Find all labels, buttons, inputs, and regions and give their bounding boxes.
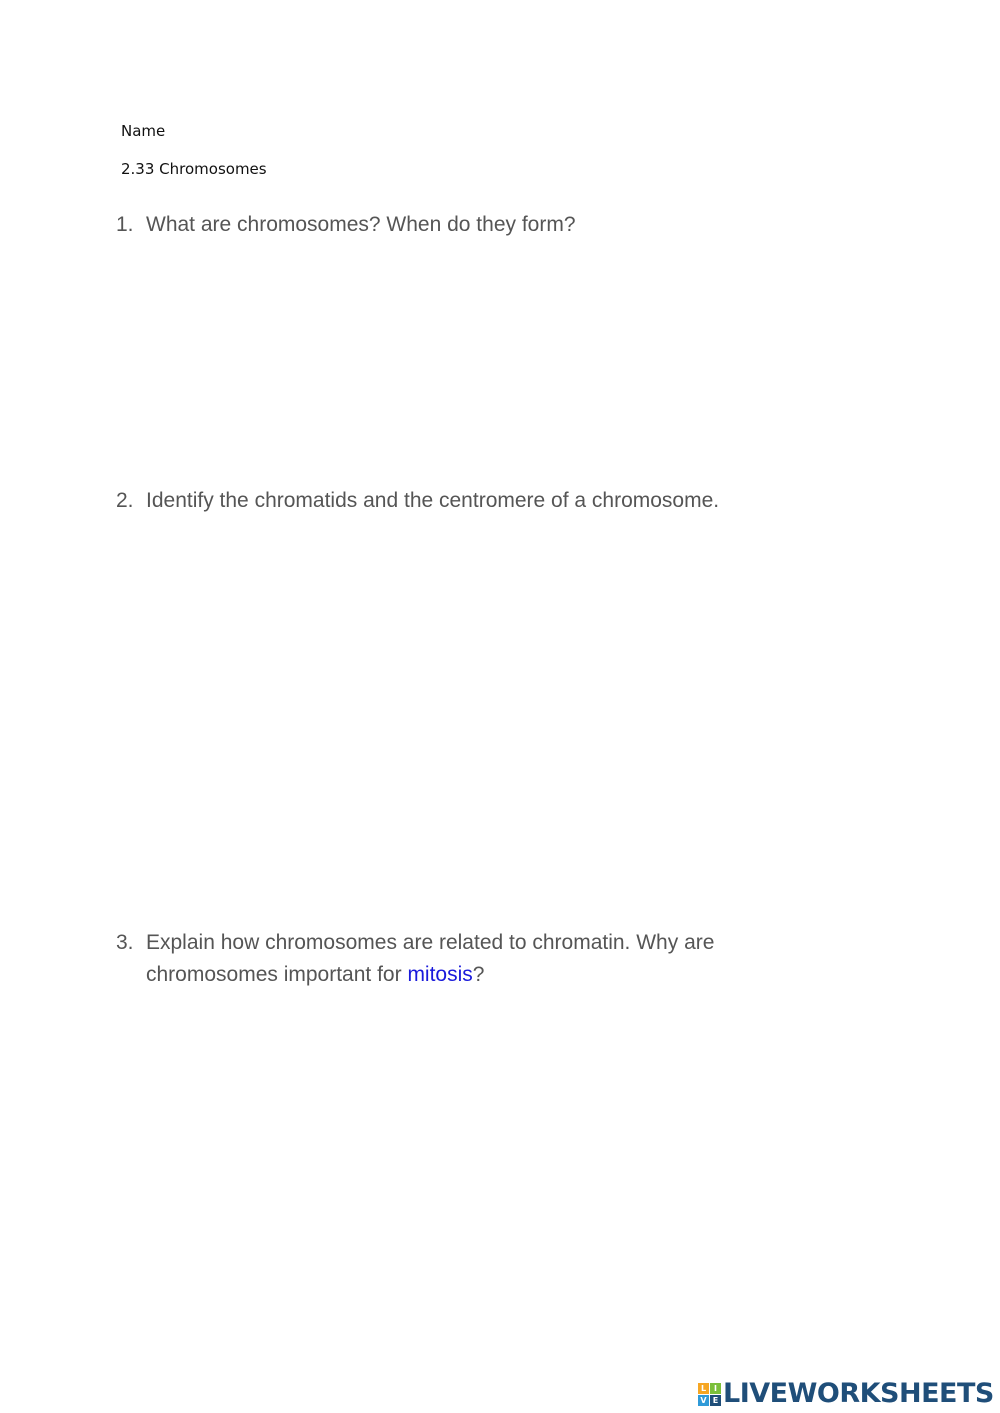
question-1-number: 1. xyxy=(116,213,134,236)
question-3-line1: Explain how chromosomes are related to chromatin. Why are xyxy=(146,931,715,954)
logo-mark-letter: I xyxy=(710,1383,721,1394)
worksheet-title: 2.33 Chromosomes xyxy=(121,160,267,178)
question-3-number: 3. xyxy=(116,931,134,954)
logo-text: LIVEWORKSHEETS xyxy=(723,1378,994,1409)
name-label: Name xyxy=(121,122,166,140)
question-3-text xyxy=(146,927,816,991)
logo-mark-icon xyxy=(698,1383,721,1406)
logo-mark-letter: L xyxy=(698,1383,709,1394)
liveworksheets-logo xyxy=(698,1377,994,1411)
question-3-line2-start: chromosomes important for xyxy=(146,963,408,986)
question-2-text: Identify the chromatids and the centromere of a chromosome. xyxy=(146,489,720,512)
question-2 xyxy=(116,485,816,517)
mitosis-link[interactable]: mitosis xyxy=(407,963,473,986)
question-1-text: What are chromosomes? When do they form? xyxy=(146,213,576,236)
logo-mark-letter: E xyxy=(710,1395,721,1406)
logo-mark-letter: V xyxy=(698,1395,709,1406)
question-2-number: 2. xyxy=(116,489,134,512)
question-3-line2-end: ? xyxy=(472,963,485,986)
question-1 xyxy=(116,209,816,241)
question-3 xyxy=(116,927,816,991)
